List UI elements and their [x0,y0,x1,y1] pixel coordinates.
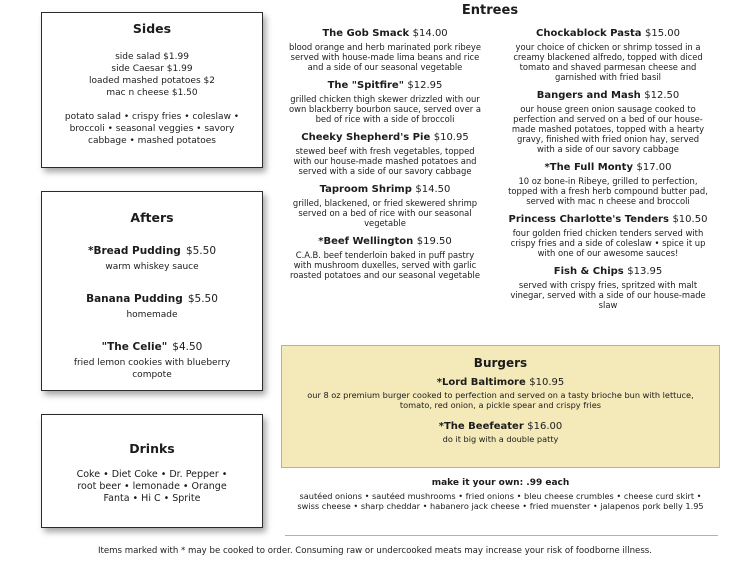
afters-item-name: *Bread Pudding [87,245,181,257]
drinks-line: root beer • lemonade • Orange [77,481,227,492]
sides-list [42,51,262,99]
afters-item-price: $5.50 [187,293,218,305]
entrees-title: Entrees [461,3,519,18]
side-item: side salad $1.99 [115,52,189,62]
entree-name: Princess Charlotte's Tenders [508,214,669,225]
afters-item-name: Banana Pudding [86,293,183,305]
afters-item [42,239,262,273]
entree-price: $17.00 [636,162,672,173]
afters-item-price: $5.50 [185,245,216,257]
entree-price: $15.00 [644,28,680,39]
burger-desc: our 8 oz premium burger cooked to perfection and served on a tasty brioche bun with lettuce, tomato, red onion, a pickle spear and crispy fries [307,390,694,410]
entree-price: $13.95 [627,266,663,277]
entree-price: $10.95 [433,132,469,143]
sides-panel [41,12,263,168]
footer-note: Items marked with * may be cooked to order. Consuming raw or undercooked meats may increase your risk of foodborne illness. [97,546,653,556]
burger-desc: do it big with a double patty [442,434,559,444]
sides-extras [42,111,262,147]
entree-desc: grilled chicken thigh skewer drizzled with our own blackberry bourbon sauce, served over a bed of rice with a side of broccoli [288,94,481,124]
entree-price: $12.50 [644,90,680,101]
entree-desc: 10 oz bone-in Ribeye, grilled to perfection, topped with a fresh herb compound butter pad, served with mac n cheese and broccoli [508,176,708,206]
entree-name: The "Spitfire" [327,80,404,91]
drinks-line: Coke • Diet Coke • Dr. Pepper • [76,469,228,480]
entree-desc: grilled, blackened, or fried skewered shrimp served on a bed of rice with our seasonal vegetable [292,198,478,228]
entree-price: $14.50 [415,184,451,195]
entree-item [287,27,483,72]
toppings-list: sautéed onions • sautéed mushrooms • fried onions • bleu cheese crumbles • cheese curd skirt • swiss cheese • sharp cheddar • habanero jack cheese • fried muenster • jalapenos pork belly 1.95 [297,491,704,511]
make-your-own-section [281,478,720,511]
entree-desc: our house green onion sausage cooked to perfection and served on a bed of our house-made mashed potatoes, topped with a hearty gravy, finished with fried onion hay, served with a side of our savory cabbage [511,104,705,154]
entree-item [508,213,708,258]
divider [285,535,718,536]
side-item: mac n cheese $1.50 [106,88,198,98]
entree-name: The Gob Smack [322,28,410,39]
entree-desc: four golden fried chicken tenders served with crispy fries and a side of coleslaw • spice it up with one of our awesome sauces! [510,228,706,258]
afters-item [42,335,262,381]
afters-item-price: $4.50 [172,341,203,353]
entree-desc: your choice of chicken or shrimp tossed in a creamy blackened alfredo, topped with diced tomato and shaved parmesan cheese and garnished with fried basil [513,42,703,82]
entree-name: Cheeky Shepherd's Pie [301,132,431,143]
sides-extras-line: potato salad • crispy fries • coleslaw • [64,112,240,122]
entree-item [287,183,483,228]
entree-desc: C.A.B. beef tenderloin baked in puff pastry with mushroom duxelles, served with garlic roasted potatoes and our seasonal vegetable [289,250,481,280]
entree-desc: stewed beef with fresh vegetables, topped with our house-made mashed potatoes and served with a side of our savory cabbage [293,146,477,176]
entree-desc: served with crispy fries, spritzed with malt vinegar, served with a side of our house-made slaw [510,280,706,310]
drinks-title: Drinks [129,441,175,456]
burger-price: $10.95 [529,377,565,388]
sides-extras-line: cabbage • mashed potatoes [88,136,216,146]
entrees-right-column [508,27,708,317]
entree-price: $12.95 [407,80,443,91]
entree-name: Taproom Shrimp [319,184,412,195]
entree-price: $19.50 [416,236,452,247]
sides-extras-line: broccoli • seasonal veggies • savory [69,124,235,134]
afters-item-desc: warm whiskey sauce [105,262,199,272]
burgers-title: Burgers [473,356,528,370]
entree-item [287,79,483,124]
entree-price: $14.00 [412,28,448,39]
entree-name: Chockablock Pasta [536,28,642,39]
afters-item-desc: fried lemon cookies with blueberry compote [73,358,231,380]
entree-item [508,265,708,310]
entree-price: $10.50 [672,214,708,225]
entree-item [287,131,483,176]
make-your-own-title: make it your own: .99 each [431,478,570,488]
afters-item-name: "The Celie" [101,341,168,353]
burgers-panel [281,345,720,468]
afters-panel [41,191,263,391]
burger-item [282,377,719,410]
entree-item [508,89,708,154]
drinks-list [42,469,262,505]
entree-name: Bangers and Mash [536,90,641,101]
sides-title: Sides [132,21,172,36]
burger-name: *Lord Baltimore [436,377,526,388]
afters-item [42,287,262,321]
afters-item-desc: homemade [126,310,178,320]
drinks-panel [41,414,263,528]
afters-title: Afters [130,210,174,225]
entree-item [287,235,483,280]
burger-item [282,421,719,444]
side-item: loaded mashed potatoes $2 [89,76,215,86]
entree-desc: blood orange and herb marinated pork ribeye served with house-made lima beans and rice and a side of our seasonal vegetable [289,42,481,72]
entree-name: Fish & Chips [553,266,624,277]
entree-item [508,27,708,82]
side-item: side Caesar $1.99 [111,64,193,74]
entree-name: *Beef Wellington [318,236,414,247]
entree-name: *The Full Monty [544,162,633,173]
burger-price: $16.00 [527,421,563,432]
drinks-line: Fanta • Hi C • Sprite [103,493,201,504]
entree-item [508,161,708,206]
burger-name: *The Beefeater [438,421,524,432]
entrees-left-column [287,27,483,287]
